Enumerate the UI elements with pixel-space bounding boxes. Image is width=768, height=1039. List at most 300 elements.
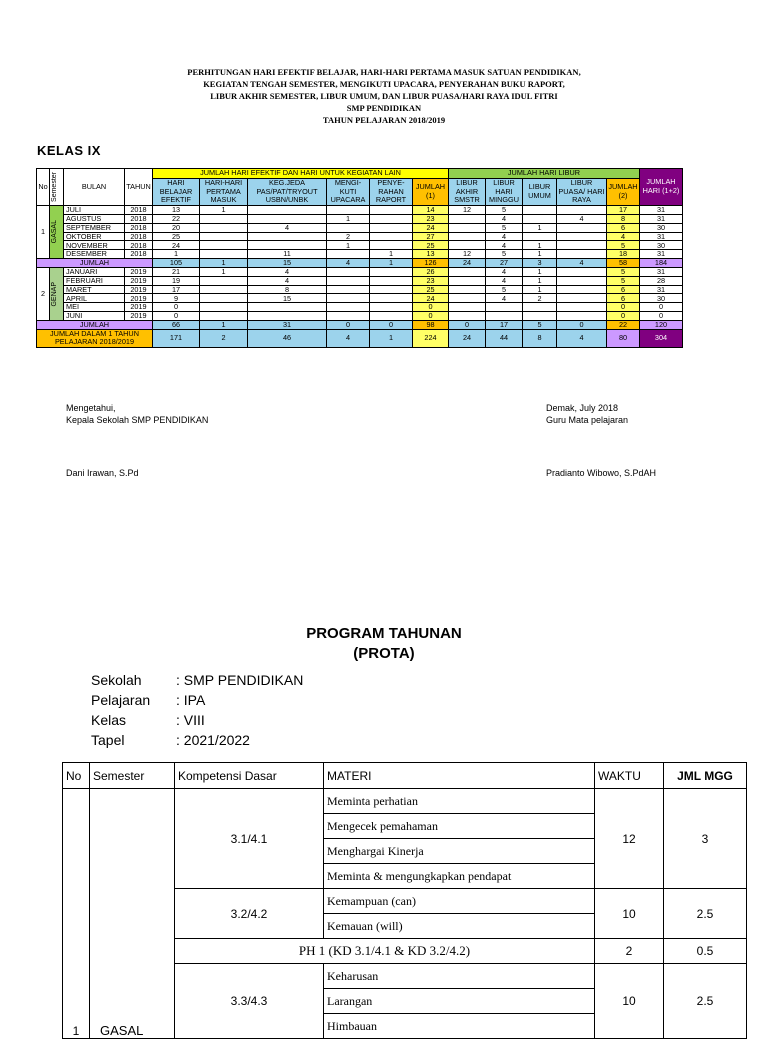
semester-total-label: JUMLAH <box>37 258 153 267</box>
value-cell: 1 <box>370 329 413 347</box>
prota-jml-cell: 0.5 <box>664 939 747 964</box>
value-cell <box>370 311 413 320</box>
value-cell: 23 <box>413 276 449 285</box>
value-cell <box>557 250 607 259</box>
value-cell: 17 <box>486 320 523 329</box>
value-cell: 19 <box>153 276 200 285</box>
value-cell: 2 <box>523 294 557 303</box>
value-cell: 80 <box>607 329 640 347</box>
prota-kd-cell: 3.3/4.3 <box>175 964 324 1039</box>
value-cell: 66 <box>153 320 200 329</box>
info-value: : VIII <box>176 712 205 728</box>
table-row <box>37 241 683 250</box>
prota-col-no: No <box>63 763 90 789</box>
value-cell: 31 <box>640 206 683 215</box>
semester-name-cell <box>50 206 64 259</box>
value-cell <box>248 206 327 215</box>
value-cell <box>370 206 413 215</box>
semester-no-cell: 2 <box>37 267 50 320</box>
value-cell: 44 <box>486 329 523 347</box>
value-cell: 5 <box>486 206 523 215</box>
value-cell <box>248 303 327 312</box>
value-cell: 15 <box>248 294 327 303</box>
value-cell <box>486 311 523 320</box>
document-header <box>0 66 768 126</box>
info-label: Tapel <box>91 732 125 748</box>
value-cell: 0 <box>153 303 200 312</box>
value-cell: 1 <box>153 250 200 259</box>
kelas-heading: KELAS IX <box>37 143 101 158</box>
value-cell: 5 <box>607 276 640 285</box>
value-cell: 28 <box>640 276 683 285</box>
value-cell: 171 <box>153 329 200 347</box>
signature-left-line2: Kepala Sekolah SMP PENDIDIKAN <box>66 415 209 425</box>
value-cell <box>370 241 413 250</box>
semester-total-row <box>37 320 683 329</box>
prota-table <box>62 762 747 1039</box>
value-cell: 8 <box>607 214 640 223</box>
prota-col-semester: Semester <box>90 763 175 789</box>
value-cell <box>200 294 248 303</box>
value-cell: 8 <box>523 329 557 347</box>
value-cell: 20 <box>153 223 200 232</box>
col-libur-akhir: LIBUR AKHIR SMSTR <box>449 178 486 205</box>
prota-col-materi: MATERI <box>324 763 595 789</box>
semester-name-cell <box>50 267 64 320</box>
value-cell: 0 <box>413 303 449 312</box>
month-cell: AGUSTUS <box>64 214 125 223</box>
value-cell: 4 <box>327 258 370 267</box>
value-cell: 0 <box>413 311 449 320</box>
value-cell: 24 <box>413 294 449 303</box>
prota-title-line1: PROGRAM TAHUNAN <box>306 625 462 642</box>
value-cell: 30 <box>640 223 683 232</box>
value-cell: 31 <box>640 250 683 259</box>
month-cell: JANUARI <box>64 267 125 276</box>
value-cell: 15 <box>248 258 327 267</box>
prota-col-jml: JML MGG <box>664 763 747 789</box>
value-cell <box>449 223 486 232</box>
value-cell: 1 <box>327 214 370 223</box>
header-line: KEGIATAN TENGAH SEMESTER, MENGIKUTI UPACARA, PENYERAHAN BUKU RAPORT, <box>203 79 565 89</box>
month-cell: JUNI <box>64 311 125 320</box>
value-cell <box>370 303 413 312</box>
value-cell <box>523 303 557 312</box>
value-cell: 13 <box>153 206 200 215</box>
value-cell <box>327 276 370 285</box>
value-cell: 58 <box>607 258 640 267</box>
value-cell: 126 <box>413 258 449 267</box>
effective-days-body <box>37 206 683 348</box>
value-cell: 31 <box>640 214 683 223</box>
value-cell <box>327 303 370 312</box>
value-cell: 6 <box>607 285 640 294</box>
value-cell: 0 <box>607 303 640 312</box>
value-cell <box>557 303 607 312</box>
school-info <box>91 670 303 750</box>
prota-jml-cell: 2.5 <box>664 889 747 939</box>
value-cell: 0 <box>327 320 370 329</box>
value-cell <box>248 232 327 241</box>
prota-jml-cell: 2.5 <box>664 964 747 1039</box>
prota-waktu-cell: 10 <box>595 964 664 1039</box>
value-cell <box>327 311 370 320</box>
signature-right-name: Pradianto Wibowo, S.PdAH <box>546 468 657 478</box>
col-keg-jeda: KEG.JEDA PAS/PAT/TRYOUT USBN/UNBK <box>248 178 327 205</box>
signature-right-line1: Demak, July 2018 <box>546 403 619 413</box>
value-cell <box>370 276 413 285</box>
year-cell: 2018 <box>125 206 153 215</box>
prota-col-kd: Kompetensi Dasar <box>175 763 324 789</box>
value-cell <box>200 241 248 250</box>
year-cell: 2019 <box>125 311 153 320</box>
value-cell <box>370 214 413 223</box>
month-cell: APRIL <box>64 294 125 303</box>
year-cell: 2018 <box>125 232 153 241</box>
value-cell: 4 <box>486 267 523 276</box>
value-cell: 1 <box>200 258 248 267</box>
value-cell <box>200 214 248 223</box>
value-cell: 0 <box>153 311 200 320</box>
value-cell <box>557 285 607 294</box>
value-cell: 25 <box>413 285 449 294</box>
effective-days-table <box>36 168 683 348</box>
prota-materi-cell: Mengecek pemahaman <box>324 814 595 839</box>
value-cell <box>370 267 413 276</box>
info-label: Sekolah <box>91 672 142 688</box>
value-cell: 4 <box>486 214 523 223</box>
value-cell: 1 <box>370 250 413 259</box>
value-cell <box>557 241 607 250</box>
col-libur-umum: LIBUR UMUM <box>523 178 557 205</box>
value-cell: 4 <box>557 258 607 267</box>
semester-name-label: GENAP <box>51 281 58 307</box>
year-cell: 2019 <box>125 276 153 285</box>
value-cell: 24 <box>449 329 486 347</box>
value-cell: 4 <box>486 294 523 303</box>
value-cell: 5 <box>607 241 640 250</box>
month-cell: MARET <box>64 285 125 294</box>
signature-left-name: Dani Irawan, S.Pd <box>66 468 139 478</box>
value-cell <box>523 206 557 215</box>
prota-title-line2: (PROTA) <box>353 645 415 662</box>
value-cell <box>449 276 486 285</box>
value-cell <box>557 276 607 285</box>
value-cell <box>200 311 248 320</box>
value-cell <box>449 241 486 250</box>
grand-total-row <box>37 329 683 347</box>
table-row <box>37 311 683 320</box>
value-cell: 26 <box>413 267 449 276</box>
signature-right-block <box>546 402 628 426</box>
value-cell <box>327 267 370 276</box>
group-libur-header: JUMLAH HARI LIBUR <box>449 169 640 179</box>
prota-waktu-cell: 12 <box>595 789 664 889</box>
value-cell: 1 <box>523 267 557 276</box>
value-cell: 0 <box>449 320 486 329</box>
info-label: Kelas <box>91 712 127 728</box>
prota-no-cell: 1 <box>63 789 90 1039</box>
col-tahun: TAHUN <box>125 169 153 206</box>
year-cell: 2018 <box>125 250 153 259</box>
value-cell <box>248 241 327 250</box>
info-value: : IPA <box>176 692 206 708</box>
value-cell: 27 <box>486 258 523 267</box>
prota-jml-cell: 3 <box>664 789 747 889</box>
value-cell: 2 <box>327 232 370 241</box>
header-line: TAHUN PELAJARAN 2018/2019 <box>322 115 446 125</box>
value-cell: 0 <box>640 303 683 312</box>
col-semester <box>50 169 64 206</box>
group-efektif-header: JUMLAH HARI EFEKTIF DAN HARI UNTUK KEGIATAN LAIN <box>153 169 449 179</box>
year-cell: 2019 <box>125 303 153 312</box>
value-cell: 1 <box>523 223 557 232</box>
prota-waktu-cell: 10 <box>595 889 664 939</box>
value-cell <box>248 311 327 320</box>
value-cell: 2 <box>200 329 248 347</box>
value-cell: 25 <box>153 232 200 241</box>
value-cell: 23 <box>413 214 449 223</box>
value-cell <box>523 214 557 223</box>
prota-col-waktu: WAKTU <box>595 763 664 789</box>
prota-materi-cell: Kemauan (will) <box>324 914 595 939</box>
value-cell: 4 <box>248 276 327 285</box>
value-cell: 1 <box>200 206 248 215</box>
semester-no-cell: 1 <box>37 206 50 259</box>
table-row <box>37 232 683 241</box>
prota-materi-cell: Meminta & mengungkapkan pendapat <box>324 864 595 889</box>
year-cell: 2019 <box>125 285 153 294</box>
value-cell <box>248 214 327 223</box>
signature-left-line1: Mengetahui, <box>66 403 116 413</box>
year-cell: 2018 <box>125 241 153 250</box>
value-cell: 46 <box>248 329 327 347</box>
value-cell: 12 <box>449 206 486 215</box>
value-cell <box>449 311 486 320</box>
value-cell <box>557 232 607 241</box>
info-row-tapel <box>91 730 303 750</box>
prota-kd-cell: 3.1/4.1 <box>175 789 324 889</box>
year-cell: 2018 <box>125 223 153 232</box>
value-cell: 25 <box>413 241 449 250</box>
month-cell: OKTOBER <box>64 232 125 241</box>
col-semester-label: Semester <box>51 172 58 203</box>
prota-materi-cell: Keharusan <box>324 964 595 989</box>
value-cell: 0 <box>370 320 413 329</box>
value-cell: 17 <box>153 285 200 294</box>
value-cell: 24 <box>413 223 449 232</box>
table-row <box>37 294 683 303</box>
grand-total-label: JUMLAH DALAM 1 TAHUN PELAJARAN 2018/2019 <box>37 329 153 347</box>
value-cell: 13 <box>413 250 449 259</box>
value-cell: 22 <box>153 214 200 223</box>
value-cell: 1 <box>523 241 557 250</box>
value-cell: 17 <box>607 206 640 215</box>
month-cell: MEI <box>64 303 125 312</box>
value-cell: 4 <box>248 223 327 232</box>
value-cell <box>449 285 486 294</box>
header-line: LIBUR AKHIR SEMESTER, LIBUR UMUM, DAN LIBUR PUASA/HARI RAYA IDUL FITRI <box>210 91 558 101</box>
value-cell <box>449 294 486 303</box>
value-cell <box>327 294 370 303</box>
value-cell <box>370 223 413 232</box>
value-cell: 98 <box>413 320 449 329</box>
month-cell: SEPTEMBER <box>64 223 125 232</box>
table-row <box>37 285 683 294</box>
month-cell: JULI <box>64 206 125 215</box>
value-cell: 1 <box>327 241 370 250</box>
value-cell <box>449 214 486 223</box>
value-cell: 11 <box>248 250 327 259</box>
value-cell: 0 <box>557 320 607 329</box>
value-cell: 1 <box>523 276 557 285</box>
table-row <box>37 250 683 259</box>
value-cell: 5 <box>523 320 557 329</box>
value-cell <box>200 223 248 232</box>
value-cell: 5 <box>486 285 523 294</box>
semester-total-row <box>37 258 683 267</box>
value-cell: 4 <box>248 267 327 276</box>
value-cell: 1 <box>200 320 248 329</box>
value-cell <box>327 285 370 294</box>
year-cell: 2019 <box>125 294 153 303</box>
value-cell: 4 <box>557 214 607 223</box>
header-line: SMP PENDIDIKAN <box>346 103 422 113</box>
value-cell: 31 <box>640 285 683 294</box>
prota-kd-cell: 3.2/4.2 <box>175 889 324 939</box>
value-cell: 224 <box>413 329 449 347</box>
col-no: No <box>37 169 50 206</box>
value-cell: 6 <box>607 223 640 232</box>
value-cell: 12 <box>449 250 486 259</box>
value-cell: 22 <box>607 320 640 329</box>
value-cell <box>327 250 370 259</box>
value-cell <box>449 267 486 276</box>
value-cell: 31 <box>248 320 327 329</box>
prota-materi-cell: Menghargai Kinerja <box>324 839 595 864</box>
info-row-sekolah <box>91 670 303 690</box>
prota-semester-cell: GASAL <box>90 789 175 1039</box>
value-cell: 30 <box>640 294 683 303</box>
value-cell: 1 <box>200 267 248 276</box>
value-cell: 30 <box>640 241 683 250</box>
signature-right-line2: Guru Mata pelajaran <box>546 415 629 425</box>
value-cell <box>557 206 607 215</box>
info-label: Pelajaran <box>91 692 151 708</box>
col-hari-pertama: HARI-HARI PERTAMA MASUK <box>200 178 248 205</box>
value-cell: 184 <box>640 258 683 267</box>
value-cell: 1 <box>523 250 557 259</box>
prota-waktu-cell: 2 <box>595 939 664 964</box>
info-value: : 2021/2022 <box>176 732 250 748</box>
value-cell: 304 <box>640 329 683 347</box>
value-cell: 4 <box>557 329 607 347</box>
semester-name-label: GASAL <box>51 220 58 244</box>
year-cell: 2018 <box>125 214 153 223</box>
value-cell: 120 <box>640 320 683 329</box>
value-cell: 0 <box>640 311 683 320</box>
prota-materi-cell: Himbauan <box>324 1014 595 1039</box>
col-jumlah-hari: JUMLAH HARI (1+2) <box>640 169 683 206</box>
prota-materi-cell: Kemampuan (can) <box>324 889 595 914</box>
value-cell <box>557 223 607 232</box>
value-cell <box>370 232 413 241</box>
table-row <box>37 206 683 215</box>
value-cell: 5 <box>607 267 640 276</box>
value-cell: 9 <box>153 294 200 303</box>
value-cell <box>370 285 413 294</box>
value-cell: 31 <box>640 232 683 241</box>
value-cell: 8 <box>248 285 327 294</box>
month-cell: FEBRUARI <box>64 276 125 285</box>
value-cell: 14 <box>413 206 449 215</box>
value-cell <box>557 267 607 276</box>
prota-title <box>0 624 768 664</box>
value-cell <box>486 303 523 312</box>
col-hari-belajar: HARI BELAJAR EFEKTIF <box>153 178 200 205</box>
value-cell <box>370 294 413 303</box>
col-libur-minggu: LIBUR HARI MINGGU <box>486 178 523 205</box>
prota-ph-cell: PH 1 (KD 3.1/4.1 & KD 3.2/4.2) <box>175 939 595 964</box>
info-value: : SMP PENDIDIKAN <box>176 672 304 688</box>
year-cell: 2019 <box>125 267 153 276</box>
col-raport: PENYE-RAHAN RAPORT <box>370 178 413 205</box>
col-upacara: MENGI-KUTI UPACARA <box>327 178 370 205</box>
value-cell <box>200 250 248 259</box>
col-bulan: BULAN <box>64 169 125 206</box>
value-cell: 0 <box>607 311 640 320</box>
prota-materi-cell: Meminta perhatian <box>324 789 595 814</box>
table-row <box>37 267 683 276</box>
value-cell: 4 <box>327 329 370 347</box>
value-cell <box>449 232 486 241</box>
col-jumlah1: JUMLAH (1) <box>413 178 449 205</box>
table-row <box>37 223 683 232</box>
value-cell: 18 <box>607 250 640 259</box>
col-libur-puasa: LIBUR PUASA/ HARI RAYA <box>558 177 605 205</box>
month-cell: DESEMBER <box>64 250 125 259</box>
value-cell <box>200 276 248 285</box>
info-row-kelas <box>91 710 303 730</box>
value-cell: 6 <box>607 294 640 303</box>
table-row <box>37 214 683 223</box>
value-cell: 24 <box>449 258 486 267</box>
value-cell: 4 <box>607 232 640 241</box>
signature-left-block <box>66 402 208 426</box>
value-cell <box>557 294 607 303</box>
value-cell: 27 <box>413 232 449 241</box>
value-cell: 4 <box>486 232 523 241</box>
value-cell: 24 <box>153 241 200 250</box>
value-cell: 3 <box>523 258 557 267</box>
value-cell <box>327 223 370 232</box>
value-cell <box>523 311 557 320</box>
col-jumlah2: JUMLAH (2) <box>607 178 640 205</box>
value-cell: 105 <box>153 258 200 267</box>
value-cell <box>200 285 248 294</box>
value-cell <box>449 303 486 312</box>
value-cell <box>557 311 607 320</box>
table-row <box>37 276 683 285</box>
table-row <box>37 303 683 312</box>
value-cell <box>200 303 248 312</box>
month-cell: NOVEMBER <box>64 241 125 250</box>
value-cell: 1 <box>523 285 557 294</box>
info-row-pelajaran <box>91 690 303 710</box>
value-cell: 21 <box>153 267 200 276</box>
value-cell: 4 <box>486 276 523 285</box>
value-cell: 5 <box>486 223 523 232</box>
